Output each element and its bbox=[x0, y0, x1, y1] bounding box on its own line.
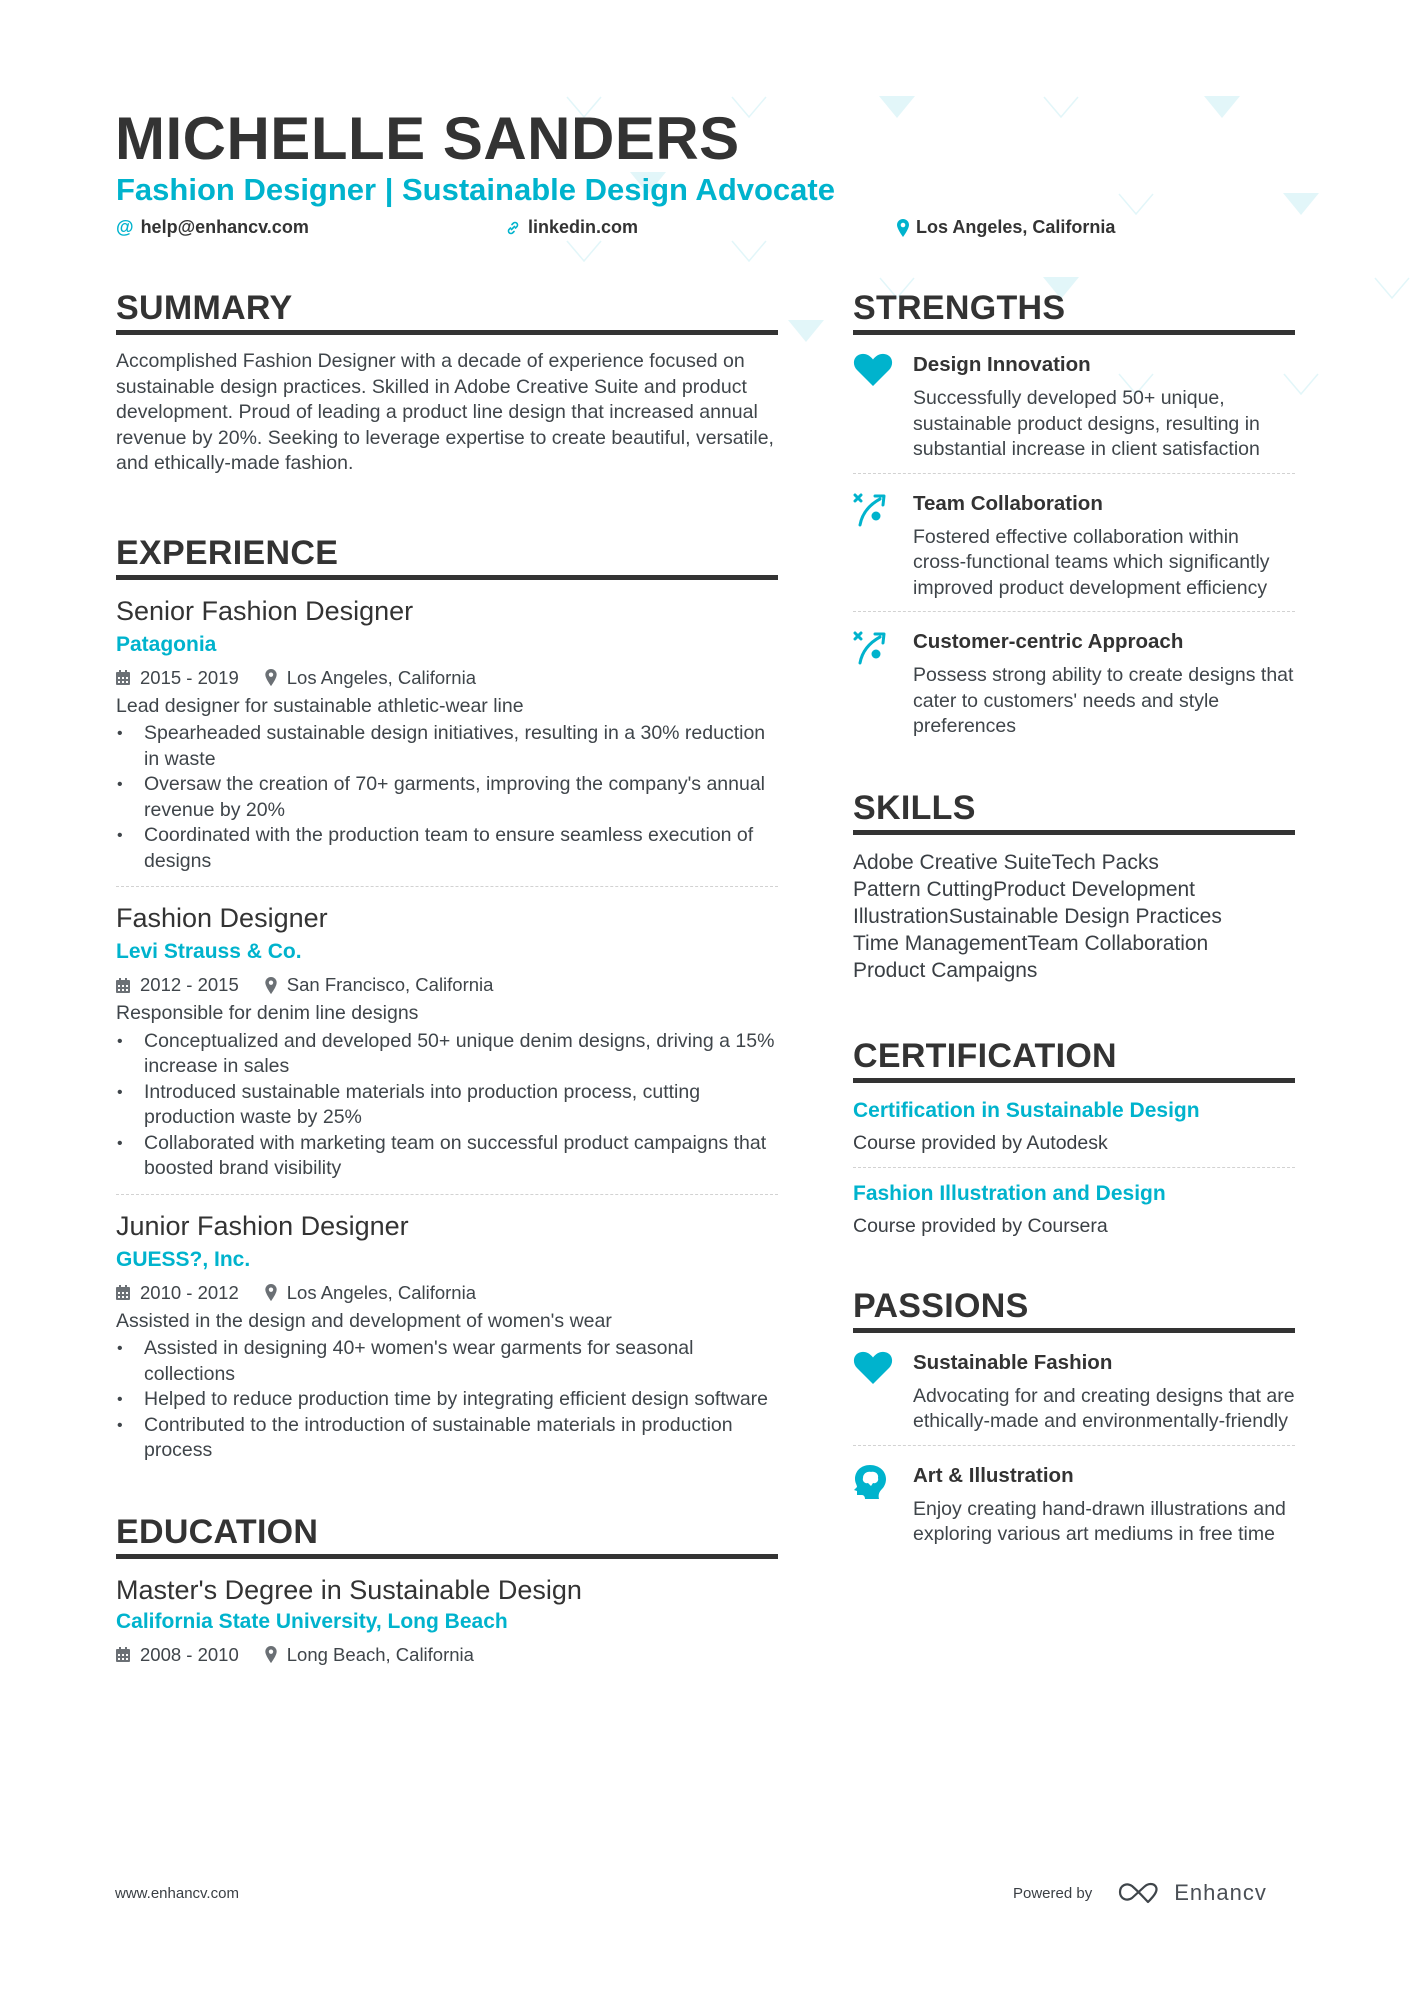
triangle-outline-icon bbox=[1374, 277, 1410, 299]
triangle-filled-icon bbox=[788, 320, 824, 342]
strength-item bbox=[853, 474, 1295, 612]
location-pin-icon bbox=[265, 977, 277, 994]
triangle-outline-icon bbox=[566, 240, 602, 262]
strategy-icon bbox=[853, 628, 913, 740]
heart-icon bbox=[853, 351, 913, 463]
experience-section bbox=[116, 533, 778, 1464]
passion-item bbox=[853, 1333, 1295, 1445]
job-location: Los Angeles, California bbox=[286, 666, 476, 688]
achievement-item: • Assisted in designing 40+ women's wear garments for seasonal collections bbox=[116, 1336, 778, 1387]
summary-section bbox=[116, 288, 778, 477]
enhancv-brand-text: Enhancv bbox=[1174, 1880, 1267, 1905]
passion-title: Sustainable Fashion bbox=[913, 1350, 1113, 1374]
achievement-item: • Collaborated with marketing team on successful product campaigns that boosted brand visibility bbox=[116, 1131, 778, 1182]
degree-title: Master's Degree in Sustainable Design bbox=[116, 1574, 582, 1605]
location-text: Los Angeles, California bbox=[916, 217, 1116, 237]
job-dates: 2015 - 2019 bbox=[140, 666, 239, 688]
experience-entry bbox=[116, 887, 778, 1195]
section-title-certification: CERTIFICATION bbox=[853, 1036, 1117, 1075]
triangle-outline-icon bbox=[1043, 96, 1079, 118]
location-pin-icon bbox=[265, 669, 277, 686]
section-divider bbox=[853, 830, 1295, 835]
linkedin-text: linkedin.com bbox=[528, 217, 639, 237]
heart-icon bbox=[853, 1349, 913, 1435]
achievement-item: • Oversaw the creation of 70+ garments, improving the company's annual revenue by 20% bbox=[116, 772, 778, 823]
candidate-title: Fashion Designer | Sustainable Design Advocate bbox=[116, 172, 835, 207]
triangle-outline-icon bbox=[1118, 193, 1154, 215]
strength-title: Team Collaboration bbox=[913, 491, 1103, 515]
job-title: Senior Fashion Designer bbox=[116, 595, 414, 626]
experience-entry bbox=[116, 580, 778, 888]
passion-title: Art & Illustration bbox=[913, 1463, 1074, 1487]
job-title: Junior Fashion Designer bbox=[116, 1210, 409, 1241]
calendar-icon bbox=[116, 670, 130, 685]
achievement-list bbox=[116, 1029, 778, 1182]
strengths-section bbox=[853, 288, 1295, 750]
strength-title: Customer-centric Approach bbox=[913, 630, 1184, 653]
email-text: help@enhancv.com bbox=[140, 217, 309, 237]
contact-email[interactable] bbox=[116, 217, 309, 238]
job-dates: 2010 - 2012 bbox=[140, 1281, 239, 1303]
summary-text: Accomplished Fashion Designer with a decade of experience focused on sustainable design practices. Skilled in Adobe Creative Suite and product development. Proud of leading a product line design that increased annual revenue by 20%. Seeking to leverage expertise to create beautiful, versatile, and ethically-made fashion. bbox=[116, 350, 774, 474]
experience-entry bbox=[116, 1195, 778, 1464]
achievement-item: • Spearheaded sustainable design initiatives, resulting in a 30% reduction in waste bbox=[116, 721, 778, 772]
passions-section bbox=[853, 1286, 1295, 1558]
calendar-icon bbox=[116, 1285, 130, 1300]
job-description: Lead designer for sustainable athletic-wear line bbox=[116, 694, 524, 717]
head-brain-icon bbox=[853, 1462, 913, 1548]
achievement-item: • Helped to reduce production time by integrating efficient design software bbox=[116, 1387, 778, 1413]
school-name: California State University, Long Beach bbox=[116, 1609, 508, 1633]
calendar-icon bbox=[116, 1647, 130, 1662]
skills-line: Pattern CuttingProduct Development bbox=[853, 877, 1196, 901]
passion-description: Enjoy creating hand-drawn illustrations and exploring various art mediums in free time bbox=[913, 1497, 1286, 1545]
certification-item bbox=[853, 1168, 1295, 1240]
skills-line: Product Campaigns bbox=[853, 958, 1038, 982]
passion-description: Advocating for and creating designs that are ethically-made and environmentally-friendly bbox=[913, 1384, 1295, 1432]
achievement-list bbox=[116, 721, 778, 874]
achievement-item: • Contributed to the introduction of sustainable materials in production process bbox=[116, 1413, 778, 1464]
right-column bbox=[853, 288, 1295, 1558]
section-title-passions: PASSIONS bbox=[853, 1286, 1029, 1325]
contact-linkedin[interactable] bbox=[505, 217, 638, 238]
education-location: Long Beach, California bbox=[286, 1643, 474, 1665]
section-divider bbox=[116, 1554, 778, 1559]
footer-website-link[interactable]: www.enhancv.com bbox=[115, 1885, 239, 1902]
achievement-item: • Coordinated with the production team to ensure seamless execution of designs bbox=[116, 823, 778, 874]
certification-description: Course provided by Autodesk bbox=[853, 1131, 1108, 1154]
certification-title: Fashion Illustration and Design bbox=[853, 1181, 1166, 1205]
section-divider bbox=[116, 330, 778, 335]
enhancv-logo-icon bbox=[1118, 1881, 1164, 1905]
left-column bbox=[116, 288, 778, 1669]
section-title-strengths: STRENGTHS bbox=[853, 289, 1066, 327]
section-title-experience: EXPERIENCE bbox=[116, 533, 339, 572]
certification-title: Certification in Sustainable Design bbox=[853, 1098, 1200, 1122]
calendar-icon bbox=[116, 978, 130, 993]
skills-line: Adobe Creative SuiteTech Packs bbox=[853, 850, 1159, 874]
certification-section bbox=[853, 1036, 1295, 1240]
passion-item bbox=[853, 1446, 1295, 1558]
achievement-item: • Introduced sustainable materials into production process, cutting production waste by 25% bbox=[116, 1080, 778, 1131]
achievement-item: • Conceptualized and developed 50+ unique denim designs, driving a 15% increase in sales bbox=[116, 1029, 778, 1080]
strength-item bbox=[853, 612, 1295, 750]
job-dates: 2012 - 2015 bbox=[140, 974, 239, 995]
triangle-filled-icon bbox=[879, 96, 915, 118]
certification-description: Course provided by Coursera bbox=[853, 1214, 1108, 1237]
job-description: Assisted in the design and development of women's wear bbox=[116, 1309, 612, 1332]
job-location: San Francisco, California bbox=[286, 974, 494, 995]
powered-by-label: Powered by bbox=[1013, 1884, 1093, 1902]
company-name: GUESS?, Inc. bbox=[116, 1247, 251, 1271]
location-pin-icon bbox=[897, 219, 909, 237]
job-title: Fashion Designer bbox=[116, 903, 328, 933]
education-section bbox=[116, 1512, 778, 1669]
footer-branding[interactable] bbox=[1013, 1880, 1267, 1906]
achievement-list bbox=[116, 1336, 778, 1464]
certification-item bbox=[853, 1083, 1295, 1168]
job-meta bbox=[116, 971, 778, 999]
triangle-outline-icon bbox=[731, 240, 767, 262]
triangle-filled-icon bbox=[1204, 96, 1240, 118]
section-title-summary: SUMMARY bbox=[116, 289, 293, 327]
education-meta bbox=[116, 1641, 778, 1669]
job-meta bbox=[116, 1279, 778, 1307]
strength-description: Successfully developed 50+ unique, sustainable product designs, resulting in substantial increase in client satisfaction bbox=[913, 387, 1260, 460]
job-meta bbox=[116, 664, 778, 692]
strength-title: Design Innovation bbox=[913, 353, 1091, 376]
at-icon: @ bbox=[116, 217, 134, 237]
contact-location bbox=[897, 217, 1115, 238]
company-name: Levi Strauss & Co. bbox=[116, 940, 302, 963]
strategy-icon bbox=[853, 490, 913, 602]
skills-list bbox=[853, 849, 1295, 984]
skills-section bbox=[853, 788, 1295, 984]
skills-line: IllustrationSustainable Design Practices bbox=[853, 904, 1222, 928]
section-title-education: EDUCATION bbox=[116, 1512, 319, 1551]
location-pin-icon bbox=[265, 1646, 277, 1663]
strength-description: Possess strong ability to create designs that cater to customers' needs and style preferences bbox=[913, 664, 1294, 737]
link-icon bbox=[505, 220, 521, 236]
location-pin-icon bbox=[265, 1284, 277, 1301]
triangle-filled-icon bbox=[1283, 193, 1319, 215]
strength-item bbox=[853, 335, 1295, 473]
job-location: Los Angeles, California bbox=[286, 1281, 476, 1303]
company-name: Patagonia bbox=[116, 632, 217, 656]
job-description: Responsible for denim line designs bbox=[116, 1002, 419, 1024]
strength-description: Fostered effective collaboration within cross-functional teams which significantly improved product development efficiency bbox=[913, 525, 1270, 599]
education-dates: 2008 - 2010 bbox=[140, 1643, 239, 1665]
section-title-skills: SKILLS bbox=[853, 788, 976, 827]
skills-line: Time ManagementTeam Collaboration bbox=[853, 931, 1209, 955]
candidate-name: MICHELLE SANDERS bbox=[115, 105, 740, 172]
